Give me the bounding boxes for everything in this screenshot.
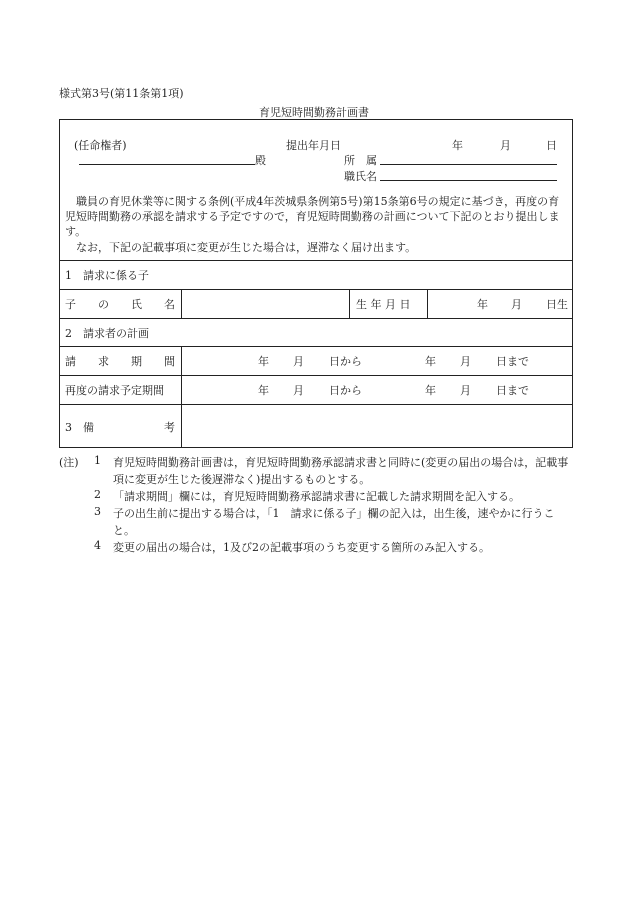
- child-name-label: 子 の 氏 名: [65, 298, 175, 311]
- birth-year: 年: [477, 298, 488, 311]
- period-end-year: 年: [425, 355, 436, 368]
- form-number: 様式第3号(第11条第1項): [59, 87, 184, 100]
- request-period-label: 請 求 期 間: [65, 355, 175, 368]
- submit-day: 日: [546, 139, 557, 152]
- change-notice: なお，下記の記載事項に変更が生じた場合は，遅滞なく届け出ます。: [76, 241, 417, 254]
- remarks-label: 3 備: [65, 421, 94, 434]
- divider: [59, 346, 573, 347]
- submit-year: 年: [452, 139, 463, 152]
- submit-month: 月: [500, 139, 511, 152]
- submit-date-label: 提出年月日: [286, 139, 341, 152]
- note-number: 3: [94, 505, 101, 518]
- divider: [427, 289, 428, 318]
- section1-heading: 1 請求に係る子: [65, 269, 149, 282]
- divider: [59, 318, 573, 319]
- period-start-month: 月: [293, 355, 304, 368]
- note-item: [113, 488, 570, 505]
- period-end-day: 日まで: [496, 355, 529, 368]
- divider: [59, 375, 573, 376]
- birth-date-label: 生 年 月 日: [356, 298, 411, 311]
- section2-heading: 2 請求者の計画: [65, 327, 149, 340]
- note-number: 2: [94, 488, 101, 501]
- note-text: 育児短時間勤務計画書は，育児短時間勤務承認請求書と同時に(変更の届出の場合は，記載事項に変更が生じた後遅滞なく)提出するものとする。: [113, 456, 569, 486]
- note-number: 1: [94, 454, 101, 467]
- planned-end-day: 日まで: [496, 384, 529, 397]
- period-start-year: 年: [258, 355, 269, 368]
- birth-day: 日生: [546, 298, 568, 311]
- divider: [181, 289, 182, 318]
- appointer-name-line[interactable]: [79, 164, 255, 165]
- note-number: 4: [94, 539, 101, 552]
- job-name-line[interactable]: [380, 180, 557, 181]
- planned-end-year: 年: [425, 384, 436, 397]
- divider: [59, 289, 573, 290]
- period-end-month: 月: [460, 355, 471, 368]
- planned-end-month: 月: [460, 384, 471, 397]
- job-name-label: 職氏名: [344, 170, 377, 183]
- appointer-label: (任命権者): [74, 139, 127, 152]
- birth-month: 月: [511, 298, 522, 311]
- planned-start-year: 年: [258, 384, 269, 397]
- note-item: [113, 505, 570, 539]
- affiliation-label: 所 属: [344, 154, 377, 167]
- request-statement: 職員の育児休業等に関する条例(平成4年茨城県条例第5号)第15条第6号の規定に基づき，再度の育児短時間勤務の承認を請求する予定ですので，育児短時間勤務の計画について下記のとおり提出します。: [65, 195, 560, 238]
- divider: [59, 260, 573, 261]
- planned-period-label: 再度の請求予定期間: [65, 384, 164, 397]
- divider: [349, 289, 350, 318]
- notes-prefix: (注): [59, 456, 79, 469]
- note-text: 「請求期間」欄には，育児短時間勤務承認請求書に記載した請求期間を記入する。: [113, 490, 520, 503]
- remarks-field[interactable]: [183, 406, 571, 446]
- divider: [181, 346, 182, 448]
- planned-start-month: 月: [293, 384, 304, 397]
- honorific: 殿: [255, 154, 266, 167]
- child-name-field[interactable]: [183, 291, 347, 317]
- document-title: 育児短時間勤務計画書: [259, 106, 369, 119]
- note-text: 子の出生前に提出する場合は，「1 請求に係る子」欄の記入は，出生後，速やかに行うこと。: [113, 507, 555, 537]
- planned-start-day: 日から: [329, 384, 362, 397]
- note-item: [113, 539, 570, 556]
- divider: [59, 404, 573, 405]
- remarks-label-end: 考: [164, 421, 175, 434]
- period-start-day: 日から: [329, 355, 362, 368]
- note-text: 変更の届出の場合は，1及び2の記載事項のうち変更する箇所のみ記入する。: [113, 541, 490, 554]
- note-item: [113, 454, 570, 488]
- affiliation-line[interactable]: [380, 164, 557, 165]
- form-frame: [59, 119, 573, 448]
